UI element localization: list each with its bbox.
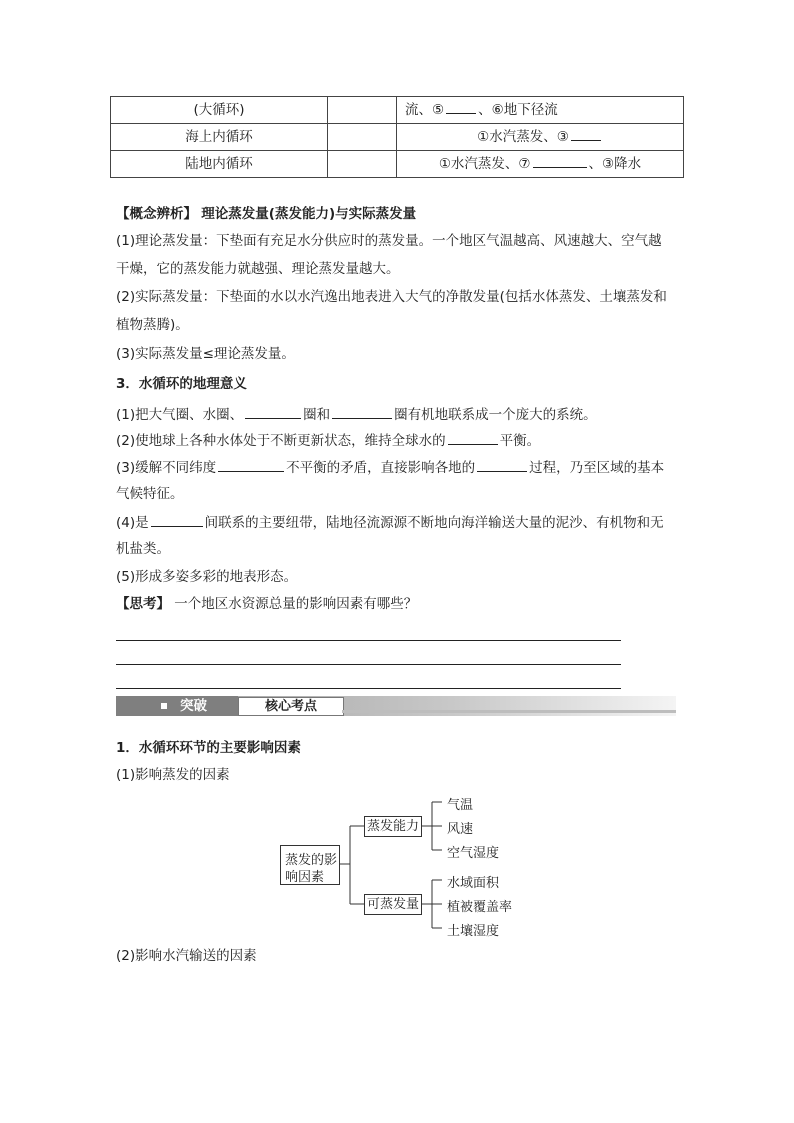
section3-item5: (5)形成多姿多彩的地表形态。 <box>116 569 298 585</box>
section3-item1: (1)把大气圈、水圈、 圈和 圈有机地联系成一个庞大的系统。 <box>116 404 597 425</box>
diagram-item: 气温 <box>447 798 474 813</box>
diagram-item: 植被覆盖率 <box>447 900 513 915</box>
concept-p1b: 干燥，它的蒸发能力就越强、理论蒸发量越大。 <box>116 261 400 277</box>
diagram-item: 风速 <box>447 822 474 837</box>
section3-item3: (3)缓解不同纬度 不平衡的矛盾，直接影响各地的 过程，乃至区域的基本 <box>116 457 664 478</box>
table-cell-name: 海上内循环 <box>111 124 328 151</box>
concept-p1a: (1)理论蒸发量：下垫面有充足水分供应时的蒸发量。一个地区气温越高、风速越大、空气越 <box>116 233 662 249</box>
concept-p3: (3)实际蒸发量≤理论蒸发量。 <box>116 346 295 362</box>
section1-sub2: (2)影响水汽输送的因素 <box>116 948 257 964</box>
diagram-root-box: 蒸发的影 响因素 <box>280 845 340 885</box>
section1-sub1: (1)影响蒸发的因素 <box>116 767 230 783</box>
banner-label: 突破 <box>180 698 207 714</box>
concept-heading: 【概念辨析】 理论蒸发量(蒸发能力)与实际蒸发量 <box>116 206 417 222</box>
diagram-item: 水域面积 <box>447 876 500 891</box>
section1-heading: 1．水循环环节的主要影响因素 <box>116 740 301 756</box>
table-cell-content: ①水汽蒸发、⑦ 、③降水 <box>397 151 684 178</box>
think-question: 【思考】 一个地区水资源总量的影响因素有哪些？ <box>116 596 418 612</box>
section3-item2: (2)使地球上各种水体处于不断更新状态，维持全球水的 平衡。 <box>116 430 540 451</box>
diagram-item: 空气湿度 <box>447 846 500 861</box>
concept-p2b: 植物蒸腾)。 <box>116 317 189 333</box>
table-cell-name: (大循环) <box>111 97 328 124</box>
section3-heading: 3．水循环的地理意义 <box>116 376 247 392</box>
banner-box: 核心考点 <box>238 697 344 716</box>
table-cell-name: 陆地内循环 <box>111 151 328 178</box>
concept-p2a: (2)实际蒸发量：下垫面的水以水汽逸出地表进入大气的净散发量(包括水体蒸发、土壤蒸发和 <box>116 289 667 305</box>
section3-item4-cont: 机盐类。 <box>116 541 170 557</box>
table-cell-content: 流、⑤ 、⑥地下径流 <box>397 97 684 124</box>
diagram-branch-evaporable-amount: 可蒸发量 <box>364 894 422 915</box>
table-cell-content: ①水汽蒸发、③ <box>397 124 684 151</box>
diagram-item: 土壤湿度 <box>447 924 500 939</box>
section3-item3-cont: 气候特征。 <box>116 486 184 502</box>
section3-item4: (4)是 间联系的主要纽带，陆地径流源源不断地向海洋输送大量的泥沙、有机物和无 <box>116 512 664 533</box>
diagram-branch-evaporation-capacity: 蒸发能力 <box>364 816 422 837</box>
